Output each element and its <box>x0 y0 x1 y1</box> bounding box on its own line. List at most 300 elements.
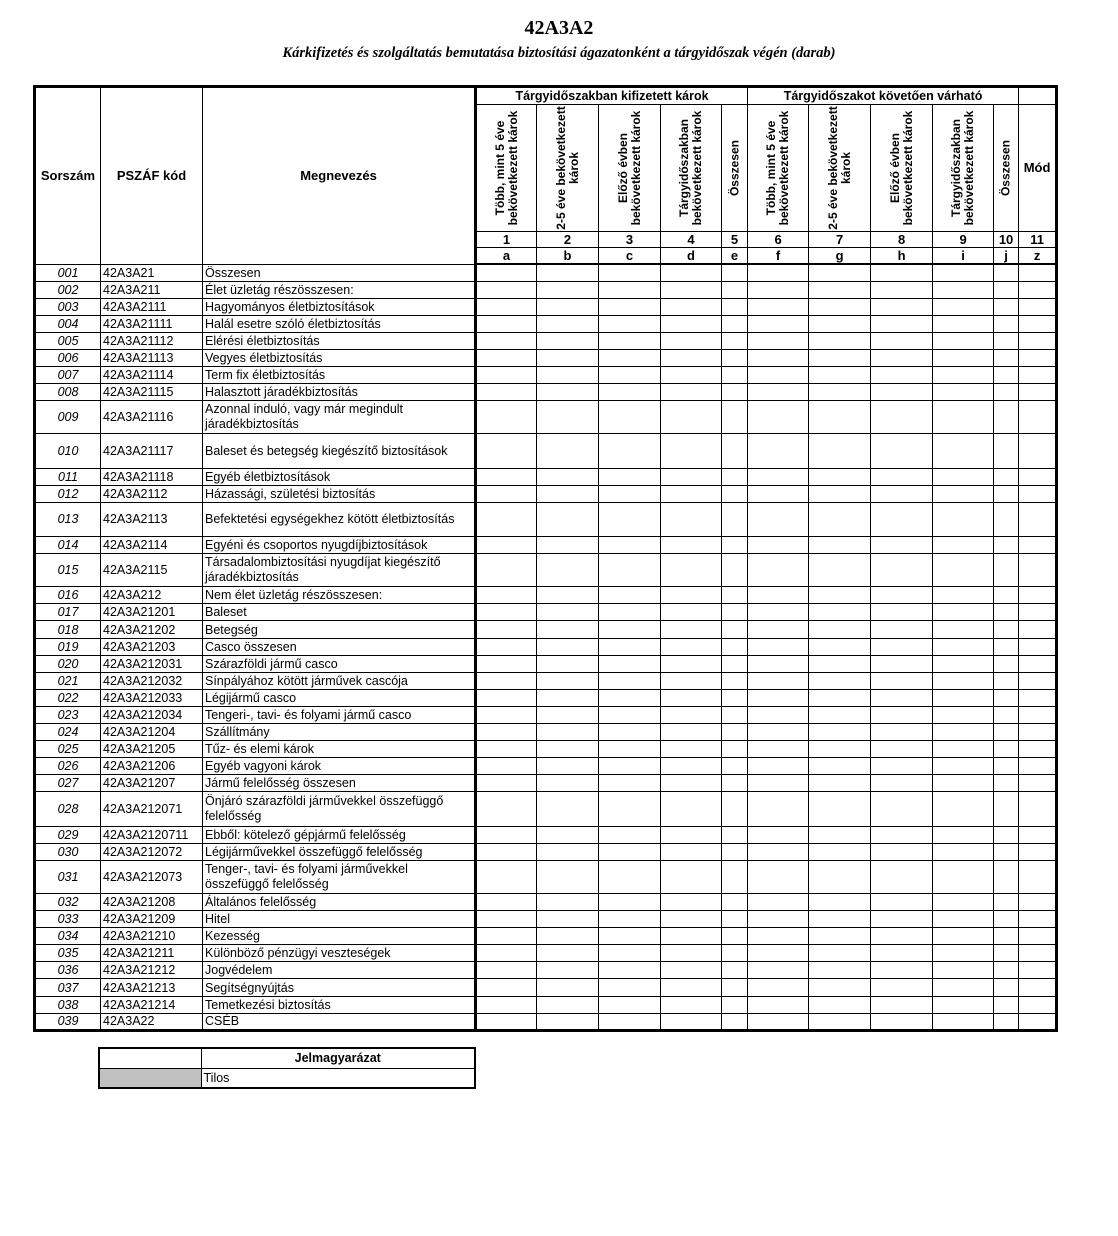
data-cell[interactable] <box>933 434 994 468</box>
data-cell[interactable] <box>661 724 722 741</box>
data-cell[interactable] <box>994 860 1019 893</box>
data-cell[interactable] <box>994 655 1019 672</box>
data-cell[interactable] <box>476 434 537 468</box>
data-cell[interactable] <box>1019 724 1057 741</box>
data-cell[interactable] <box>994 281 1019 298</box>
data-cell[interactable] <box>871 332 933 349</box>
data-cell[interactable] <box>476 468 537 485</box>
data-cell[interactable] <box>537 638 599 655</box>
data-cell[interactable] <box>1019 893 1057 910</box>
data-cell[interactable] <box>933 537 994 554</box>
data-cell[interactable] <box>599 367 661 384</box>
data-cell[interactable] <box>661 434 722 468</box>
data-cell[interactable] <box>871 638 933 655</box>
data-cell[interactable] <box>748 315 809 332</box>
data-cell[interactable] <box>809 962 871 979</box>
data-cell[interactable] <box>722 843 748 860</box>
data-cell[interactable] <box>722 638 748 655</box>
data-cell[interactable] <box>748 741 809 758</box>
data-cell[interactable] <box>809 758 871 775</box>
data-cell[interactable] <box>809 298 871 315</box>
data-cell[interactable] <box>599 349 661 366</box>
data-cell[interactable] <box>809 468 871 485</box>
data-cell[interactable] <box>871 996 933 1013</box>
data-cell[interactable] <box>537 384 599 401</box>
data-cell[interactable] <box>661 860 722 893</box>
data-cell[interactable] <box>661 502 722 536</box>
data-cell[interactable] <box>748 911 809 928</box>
data-cell[interactable] <box>599 826 661 843</box>
data-cell[interactable] <box>476 621 537 638</box>
data-cell[interactable] <box>871 537 933 554</box>
data-cell[interactable] <box>476 604 537 621</box>
data-cell[interactable] <box>661 706 722 723</box>
data-cell[interactable] <box>748 1013 809 1030</box>
data-cell[interactable] <box>1019 264 1057 281</box>
data-cell[interactable] <box>599 911 661 928</box>
data-cell[interactable] <box>1019 621 1057 638</box>
data-cell[interactable] <box>661 893 722 910</box>
data-cell[interactable] <box>933 264 994 281</box>
data-cell[interactable] <box>809 349 871 366</box>
data-cell[interactable] <box>809 689 871 706</box>
data-cell[interactable] <box>599 638 661 655</box>
data-cell[interactable] <box>476 367 537 384</box>
data-cell[interactable] <box>722 332 748 349</box>
data-cell[interactable] <box>476 979 537 996</box>
data-cell[interactable] <box>809 893 871 910</box>
data-cell[interactable] <box>994 689 1019 706</box>
data-cell[interactable] <box>809 996 871 1013</box>
data-cell[interactable] <box>722 962 748 979</box>
data-cell[interactable] <box>748 264 809 281</box>
data-cell[interactable] <box>809 860 871 893</box>
data-cell[interactable] <box>722 979 748 996</box>
data-cell[interactable] <box>994 1013 1019 1030</box>
data-cell[interactable] <box>722 554 748 587</box>
data-cell[interactable] <box>537 826 599 843</box>
data-cell[interactable] <box>599 792 661 826</box>
data-cell[interactable] <box>537 928 599 945</box>
data-cell[interactable] <box>722 604 748 621</box>
data-cell[interactable] <box>871 554 933 587</box>
data-cell[interactable] <box>722 724 748 741</box>
data-cell[interactable] <box>599 706 661 723</box>
data-cell[interactable] <box>871 349 933 366</box>
data-cell[interactable] <box>871 706 933 723</box>
data-cell[interactable] <box>476 638 537 655</box>
data-cell[interactable] <box>994 911 1019 928</box>
data-cell[interactable] <box>722 537 748 554</box>
data-cell[interactable] <box>599 893 661 910</box>
data-cell[interactable] <box>994 537 1019 554</box>
data-cell[interactable] <box>537 349 599 366</box>
data-cell[interactable] <box>722 264 748 281</box>
data-cell[interactable] <box>1019 706 1057 723</box>
data-cell[interactable] <box>871 604 933 621</box>
data-cell[interactable] <box>809 384 871 401</box>
data-cell[interactable] <box>748 367 809 384</box>
data-cell[interactable] <box>537 672 599 689</box>
data-cell[interactable] <box>933 502 994 536</box>
data-cell[interactable] <box>537 758 599 775</box>
data-cell[interactable] <box>1019 945 1057 962</box>
data-cell[interactable] <box>871 655 933 672</box>
data-cell[interactable] <box>722 758 748 775</box>
data-cell[interactable] <box>537 401 599 434</box>
data-cell[interactable] <box>748 384 809 401</box>
data-cell[interactable] <box>476 298 537 315</box>
data-cell[interactable] <box>871 826 933 843</box>
data-cell[interactable] <box>1019 826 1057 843</box>
data-cell[interactable] <box>933 758 994 775</box>
data-cell[interactable] <box>871 758 933 775</box>
data-cell[interactable] <box>871 979 933 996</box>
data-cell[interactable] <box>994 706 1019 723</box>
data-cell[interactable] <box>1019 502 1057 536</box>
data-cell[interactable] <box>809 911 871 928</box>
data-cell[interactable] <box>933 332 994 349</box>
data-cell[interactable] <box>537 604 599 621</box>
data-cell[interactable] <box>661 298 722 315</box>
data-cell[interactable] <box>476 264 537 281</box>
data-cell[interactable] <box>661 928 722 945</box>
data-cell[interactable] <box>1019 792 1057 826</box>
data-cell[interactable] <box>994 843 1019 860</box>
data-cell[interactable] <box>871 502 933 536</box>
data-cell[interactable] <box>748 945 809 962</box>
data-cell[interactable] <box>722 621 748 638</box>
data-cell[interactable] <box>1019 996 1057 1013</box>
data-cell[interactable] <box>994 792 1019 826</box>
data-cell[interactable] <box>994 298 1019 315</box>
data-cell[interactable] <box>1019 928 1057 945</box>
data-cell[interactable] <box>661 911 722 928</box>
data-cell[interactable] <box>599 689 661 706</box>
data-cell[interactable] <box>476 911 537 928</box>
data-cell[interactable] <box>994 349 1019 366</box>
data-cell[interactable] <box>661 621 722 638</box>
data-cell[interactable] <box>994 962 1019 979</box>
data-cell[interactable] <box>722 434 748 468</box>
data-cell[interactable] <box>1019 384 1057 401</box>
data-cell[interactable] <box>809 401 871 434</box>
data-cell[interactable] <box>994 775 1019 792</box>
data-cell[interactable] <box>871 843 933 860</box>
data-cell[interactable] <box>599 655 661 672</box>
data-cell[interactable] <box>748 587 809 604</box>
data-cell[interactable] <box>661 1013 722 1030</box>
data-cell[interactable] <box>933 911 994 928</box>
data-cell[interactable] <box>599 843 661 860</box>
data-cell[interactable] <box>661 775 722 792</box>
data-cell[interactable] <box>748 502 809 536</box>
data-cell[interactable] <box>599 401 661 434</box>
data-cell[interactable] <box>748 621 809 638</box>
data-cell[interactable] <box>871 264 933 281</box>
data-cell[interactable] <box>748 706 809 723</box>
data-cell[interactable] <box>661 604 722 621</box>
data-cell[interactable] <box>933 979 994 996</box>
data-cell[interactable] <box>933 724 994 741</box>
data-cell[interactable] <box>599 502 661 536</box>
data-cell[interactable] <box>722 281 748 298</box>
data-cell[interactable] <box>748 537 809 554</box>
data-cell[interactable] <box>809 843 871 860</box>
data-cell[interactable] <box>722 384 748 401</box>
data-cell[interactable] <box>476 758 537 775</box>
data-cell[interactable] <box>748 775 809 792</box>
data-cell[interactable] <box>933 843 994 860</box>
data-cell[interactable] <box>537 843 599 860</box>
data-cell[interactable] <box>476 962 537 979</box>
data-cell[interactable] <box>661 979 722 996</box>
data-cell[interactable] <box>599 741 661 758</box>
data-cell[interactable] <box>1019 843 1057 860</box>
data-cell[interactable] <box>476 826 537 843</box>
data-cell[interactable] <box>476 945 537 962</box>
data-cell[interactable] <box>809 638 871 655</box>
data-cell[interactable] <box>933 298 994 315</box>
data-cell[interactable] <box>599 298 661 315</box>
data-cell[interactable] <box>933 401 994 434</box>
data-cell[interactable] <box>933 604 994 621</box>
data-cell[interactable] <box>871 587 933 604</box>
data-cell[interactable] <box>871 401 933 434</box>
data-cell[interactable] <box>871 962 933 979</box>
data-cell[interactable] <box>1019 638 1057 655</box>
data-cell[interactable] <box>1019 537 1057 554</box>
data-cell[interactable] <box>809 315 871 332</box>
data-cell[interactable] <box>476 775 537 792</box>
data-cell[interactable] <box>871 775 933 792</box>
data-cell[interactable] <box>661 281 722 298</box>
data-cell[interactable] <box>748 485 809 502</box>
data-cell[interactable] <box>722 792 748 826</box>
data-cell[interactable] <box>994 672 1019 689</box>
data-cell[interactable] <box>871 468 933 485</box>
data-cell[interactable] <box>748 928 809 945</box>
data-cell[interactable] <box>476 332 537 349</box>
data-cell[interactable] <box>809 604 871 621</box>
data-cell[interactable] <box>722 349 748 366</box>
data-cell[interactable] <box>599 996 661 1013</box>
data-cell[interactable] <box>994 554 1019 587</box>
data-cell[interactable] <box>994 724 1019 741</box>
data-cell[interactable] <box>476 996 537 1013</box>
data-cell[interactable] <box>476 893 537 910</box>
data-cell[interactable] <box>476 281 537 298</box>
data-cell[interactable] <box>661 689 722 706</box>
data-cell[interactable] <box>1019 367 1057 384</box>
data-cell[interactable] <box>1019 332 1057 349</box>
data-cell[interactable] <box>599 604 661 621</box>
data-cell[interactable] <box>537 332 599 349</box>
data-cell[interactable] <box>722 468 748 485</box>
data-cell[interactable] <box>599 434 661 468</box>
data-cell[interactable] <box>537 706 599 723</box>
data-cell[interactable] <box>871 689 933 706</box>
data-cell[interactable] <box>1019 604 1057 621</box>
data-cell[interactable] <box>599 860 661 893</box>
data-cell[interactable] <box>537 979 599 996</box>
data-cell[interactable] <box>599 928 661 945</box>
data-cell[interactable] <box>809 741 871 758</box>
data-cell[interactable] <box>809 724 871 741</box>
data-cell[interactable] <box>599 332 661 349</box>
data-cell[interactable] <box>722 893 748 910</box>
data-cell[interactable] <box>476 401 537 434</box>
data-cell[interactable] <box>809 621 871 638</box>
data-cell[interactable] <box>599 264 661 281</box>
data-cell[interactable] <box>722 826 748 843</box>
data-cell[interactable] <box>722 401 748 434</box>
data-cell[interactable] <box>748 468 809 485</box>
data-cell[interactable] <box>537 792 599 826</box>
data-cell[interactable] <box>537 587 599 604</box>
data-cell[interactable] <box>537 741 599 758</box>
data-cell[interactable] <box>809 434 871 468</box>
data-cell[interactable] <box>933 672 994 689</box>
data-cell[interactable] <box>748 996 809 1013</box>
data-cell[interactable] <box>871 724 933 741</box>
data-cell[interactable] <box>871 928 933 945</box>
data-cell[interactable] <box>871 621 933 638</box>
data-cell[interactable] <box>933 281 994 298</box>
data-cell[interactable] <box>748 401 809 434</box>
data-cell[interactable] <box>994 264 1019 281</box>
data-cell[interactable] <box>476 928 537 945</box>
data-cell[interactable] <box>537 893 599 910</box>
data-cell[interactable] <box>994 758 1019 775</box>
data-cell[interactable] <box>809 332 871 349</box>
data-cell[interactable] <box>933 1013 994 1030</box>
data-cell[interactable] <box>599 962 661 979</box>
data-cell[interactable] <box>661 945 722 962</box>
data-cell[interactable] <box>537 281 599 298</box>
data-cell[interactable] <box>871 792 933 826</box>
data-cell[interactable] <box>748 843 809 860</box>
data-cell[interactable] <box>661 587 722 604</box>
data-cell[interactable] <box>994 332 1019 349</box>
data-cell[interactable] <box>809 485 871 502</box>
data-cell[interactable] <box>748 860 809 893</box>
data-cell[interactable] <box>933 587 994 604</box>
data-cell[interactable] <box>871 367 933 384</box>
data-cell[interactable] <box>994 741 1019 758</box>
data-cell[interactable] <box>1019 1013 1057 1030</box>
data-cell[interactable] <box>537 996 599 1013</box>
data-cell[interactable] <box>933 485 994 502</box>
data-cell[interactable] <box>722 775 748 792</box>
data-cell[interactable] <box>1019 281 1057 298</box>
data-cell[interactable] <box>1019 689 1057 706</box>
data-cell[interactable] <box>933 706 994 723</box>
data-cell[interactable] <box>661 758 722 775</box>
data-cell[interactable] <box>748 758 809 775</box>
data-cell[interactable] <box>933 367 994 384</box>
data-cell[interactable] <box>871 281 933 298</box>
data-cell[interactable] <box>933 826 994 843</box>
data-cell[interactable] <box>661 468 722 485</box>
data-cell[interactable] <box>809 264 871 281</box>
data-cell[interactable] <box>994 638 1019 655</box>
data-cell[interactable] <box>809 826 871 843</box>
data-cell[interactable] <box>599 315 661 332</box>
data-cell[interactable] <box>537 367 599 384</box>
data-cell[interactable] <box>661 741 722 758</box>
data-cell[interactable] <box>994 315 1019 332</box>
data-cell[interactable] <box>933 741 994 758</box>
data-cell[interactable] <box>871 434 933 468</box>
data-cell[interactable] <box>871 911 933 928</box>
data-cell[interactable] <box>661 638 722 655</box>
data-cell[interactable] <box>748 332 809 349</box>
data-cell[interactable] <box>994 996 1019 1013</box>
data-cell[interactable] <box>933 996 994 1013</box>
data-cell[interactable] <box>476 554 537 587</box>
data-cell[interactable] <box>1019 741 1057 758</box>
data-cell[interactable] <box>537 502 599 536</box>
data-cell[interactable] <box>871 672 933 689</box>
data-cell[interactable] <box>809 1013 871 1030</box>
data-cell[interactable] <box>1019 587 1057 604</box>
data-cell[interactable] <box>599 554 661 587</box>
data-cell[interactable] <box>933 349 994 366</box>
data-cell[interactable] <box>661 401 722 434</box>
data-cell[interactable] <box>599 621 661 638</box>
data-cell[interactable] <box>809 281 871 298</box>
data-cell[interactable] <box>537 298 599 315</box>
data-cell[interactable] <box>476 587 537 604</box>
data-cell[interactable] <box>1019 315 1057 332</box>
data-cell[interactable] <box>809 554 871 587</box>
data-cell[interactable] <box>476 792 537 826</box>
data-cell[interactable] <box>809 672 871 689</box>
data-cell[interactable] <box>933 554 994 587</box>
data-cell[interactable] <box>1019 979 1057 996</box>
data-cell[interactable] <box>476 349 537 366</box>
data-cell[interactable] <box>599 724 661 741</box>
data-cell[interactable] <box>1019 349 1057 366</box>
data-cell[interactable] <box>661 349 722 366</box>
data-cell[interactable] <box>722 689 748 706</box>
data-cell[interactable] <box>599 281 661 298</box>
data-cell[interactable] <box>994 434 1019 468</box>
data-cell[interactable] <box>722 502 748 536</box>
data-cell[interactable] <box>476 537 537 554</box>
data-cell[interactable] <box>994 979 1019 996</box>
data-cell[interactable] <box>748 638 809 655</box>
data-cell[interactable] <box>748 724 809 741</box>
data-cell[interactable] <box>1019 298 1057 315</box>
data-cell[interactable] <box>871 1013 933 1030</box>
data-cell[interactable] <box>933 962 994 979</box>
data-cell[interactable] <box>476 741 537 758</box>
data-cell[interactable] <box>748 672 809 689</box>
data-cell[interactable] <box>748 554 809 587</box>
data-cell[interactable] <box>537 945 599 962</box>
data-cell[interactable] <box>1019 485 1057 502</box>
data-cell[interactable] <box>537 724 599 741</box>
data-cell[interactable] <box>994 893 1019 910</box>
data-cell[interactable] <box>476 860 537 893</box>
data-cell[interactable] <box>748 655 809 672</box>
data-cell[interactable] <box>871 741 933 758</box>
data-cell[interactable] <box>537 315 599 332</box>
data-cell[interactable] <box>722 996 748 1013</box>
data-cell[interactable] <box>661 367 722 384</box>
